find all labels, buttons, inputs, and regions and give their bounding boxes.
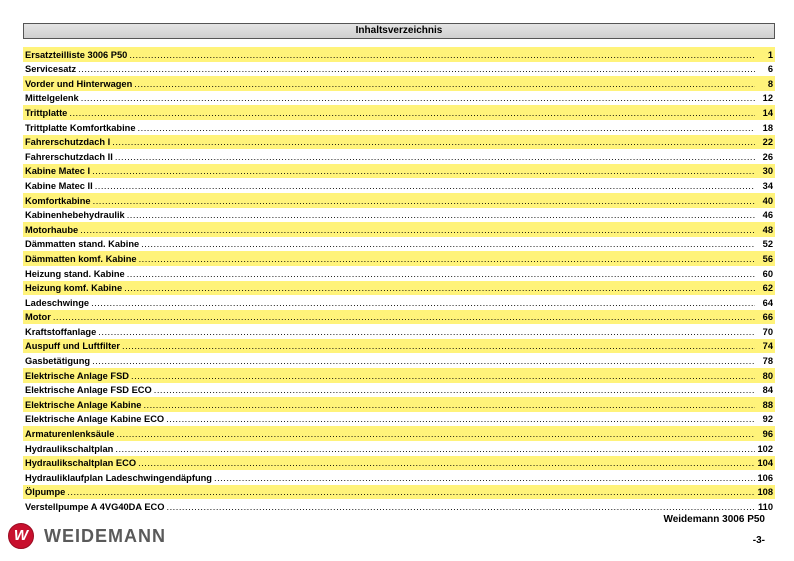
toc-entry[interactable] [23, 470, 775, 485]
toc-entry[interactable] [23, 251, 775, 266]
toc-entry[interactable] [23, 105, 775, 120]
toc-entry-label: Komfortkabine [25, 195, 91, 206]
toc-entry-page: 84 [762, 385, 773, 396]
weidemann-logo-icon: W [8, 523, 34, 549]
toc-leader-dots [92, 354, 755, 368]
toc-entry-label: Motorhaube [25, 224, 79, 235]
toc-entry[interactable] [23, 237, 775, 252]
toc-entry-label: Motor [25, 312, 51, 323]
toc-entry[interactable] [23, 164, 775, 179]
toc-entry-page: 102 [757, 443, 773, 454]
toc-entry-page: 6 [767, 64, 773, 75]
toc-entry-label: Vorder und Hinterwagen [25, 78, 133, 89]
toc-entry[interactable] [23, 91, 775, 106]
toc-entry-page: 64 [762, 297, 773, 308]
toc-entry-label: Mittelgelenk [25, 93, 79, 104]
table-of-contents [23, 47, 775, 514]
toc-entry-page: 12 [762, 93, 773, 104]
toc-leader-dots [129, 48, 755, 62]
toc-leader-dots [81, 91, 755, 105]
toc-leader-dots [127, 267, 755, 281]
toc-leader-dots [91, 296, 755, 310]
toc-entry-label: Kabine Matec II [25, 180, 93, 191]
brand-name: WEIDEMANN [44, 525, 166, 546]
toc-entry-page: 108 [757, 487, 773, 498]
toc-entry-label: Ersatzteilliste 3006 P50 [25, 49, 128, 60]
toc-entry[interactable] [23, 62, 775, 77]
toc-entry[interactable] [23, 149, 775, 164]
toc-entry-label: Hydraulikschaltplan [25, 443, 114, 454]
toc-entry[interactable] [23, 310, 775, 325]
toc-entry-page: 34 [762, 180, 773, 191]
toc-entry[interactable] [23, 412, 775, 427]
toc-entry[interactable] [23, 208, 775, 223]
toc-entry[interactable] [23, 222, 775, 237]
page-title: Inhaltsverzeichnis [23, 23, 775, 39]
toc-entry-page: 30 [762, 166, 773, 177]
toc-entry[interactable] [23, 499, 775, 514]
toc-leader-dots [98, 325, 755, 339]
toc-entry[interactable] [23, 135, 775, 150]
toc-leader-dots [124, 281, 755, 295]
toc-leader-dots [138, 121, 755, 135]
toc-entry-page: 1 [767, 49, 773, 60]
toc-entry-label: Elektrische Anlage Kabine [25, 399, 142, 410]
toc-entry-page: 106 [757, 472, 773, 483]
toc-leader-dots [141, 237, 755, 251]
toc-entry-page: 88 [762, 399, 773, 410]
toc-entry-label: Kraftstoffanlage [25, 326, 97, 337]
toc-entry-label: Heizung komf. Kabine [25, 283, 123, 294]
toc-entry-label: Fahrerschutzdach II [25, 151, 113, 162]
toc-entry-label: Heizung stand. Kabine [25, 268, 125, 279]
toc-entry-page: 96 [762, 429, 773, 440]
toc-leader-dots [214, 471, 755, 485]
toc-entry[interactable] [23, 120, 775, 135]
toc-entry-label: Gasbetätigung [25, 356, 91, 367]
toc-entry-page: 18 [762, 122, 773, 133]
toc-entry[interactable] [23, 324, 775, 339]
brand-logo [8, 522, 166, 550]
toc-leader-dots [115, 150, 755, 164]
toc-entry[interactable] [23, 383, 775, 398]
footer-page-number: -3- [752, 535, 765, 546]
toc-entry-label: Kabine Matec I [25, 166, 91, 177]
toc-entry-page: 26 [762, 151, 773, 162]
toc-entry-label: Trittplatte Komfortkabine [25, 122, 136, 133]
toc-entry[interactable] [23, 353, 775, 368]
toc-leader-dots [112, 135, 755, 149]
toc-leader-dots [167, 500, 756, 514]
toc-entry-label: Dämmatten komf. Kabine [25, 253, 137, 264]
toc-leader-dots [122, 339, 755, 353]
toc-entry-page: 14 [762, 107, 773, 118]
toc-entry[interactable] [23, 295, 775, 310]
toc-entry-label: Elektrische Anlage FSD [25, 370, 130, 381]
toc-leader-dots [78, 62, 755, 76]
toc-entry-page: 22 [762, 137, 773, 148]
toc-entry-label: Armaturenlenksäule [25, 429, 115, 440]
toc-entry-label: Elektrische Anlage FSD ECO [25, 385, 152, 396]
toc-entry-label: Kabinenhebehydraulik [25, 210, 125, 221]
toc-leader-dots [139, 252, 755, 266]
toc-entry[interactable] [23, 339, 775, 354]
toc-entry[interactable] [23, 485, 775, 500]
toc-leader-dots [67, 485, 755, 499]
toc-leader-dots [93, 194, 755, 208]
toc-entry[interactable] [23, 281, 775, 296]
toc-leader-dots [134, 77, 755, 91]
toc-entry-label: Ölpumpe [25, 487, 66, 498]
toc-entry-page: 104 [757, 458, 773, 469]
toc-entry-page: 8 [767, 78, 773, 89]
toc-entry-page: 40 [762, 195, 773, 206]
toc-entry-label: Hydraulikschaltplan ECO [25, 458, 137, 469]
toc-entry-label: Auspuff und Luftfilter [25, 341, 121, 352]
toc-entry-label: Ladeschwinge [25, 297, 90, 308]
toc-entry[interactable] [23, 47, 775, 62]
toc-entry-label: Servicesatz [25, 64, 77, 75]
toc-entry[interactable] [23, 397, 775, 412]
toc-entry-page: 46 [762, 210, 773, 221]
toc-leader-dots [138, 456, 755, 470]
toc-entry-page: 110 [758, 502, 773, 512]
toc-leader-dots [80, 223, 755, 237]
toc-entry[interactable] [23, 266, 775, 281]
toc-entry-page: 70 [762, 326, 773, 337]
toc-entry-label: Dämmatten stand. Kabine [25, 239, 140, 250]
toc-entry[interactable] [23, 426, 775, 441]
toc-entry-label: Trittplatte [25, 107, 68, 118]
toc-entry-page: 66 [762, 312, 773, 323]
toc-entry-page: 48 [762, 224, 773, 235]
toc-entry[interactable] [23, 368, 775, 383]
toc-entry-label: Verstellpumpe A 4VG40DA ECO [25, 502, 165, 512]
toc-leader-dots [143, 398, 755, 412]
toc-entry-label: Hydrauliklaufplan Ladeschwingendäpfung [25, 472, 212, 483]
toc-entry-page: 52 [762, 239, 773, 250]
toc-entry-label: Fahrerschutzdach I [25, 137, 111, 148]
toc-entry-page: 60 [762, 268, 773, 279]
toc-leader-dots [69, 106, 755, 120]
toc-leader-dots [95, 179, 755, 193]
toc-leader-dots [154, 383, 755, 397]
footer-model: Weidemann 3006 P50 [663, 514, 765, 525]
toc-entry-page: 56 [762, 253, 773, 264]
toc-leader-dots [115, 442, 755, 456]
toc-entry-page: 80 [762, 370, 773, 381]
toc-entry[interactable] [23, 76, 775, 91]
toc-entry[interactable] [23, 441, 775, 456]
toc-entry-label: Elektrische Anlage Kabine ECO [25, 414, 165, 425]
toc-entry[interactable] [23, 456, 775, 471]
toc-entry[interactable] [23, 178, 775, 193]
toc-leader-dots [53, 310, 755, 324]
toc-leader-dots [127, 208, 755, 222]
toc-entry-page: 78 [762, 356, 773, 367]
toc-entry-page: 92 [762, 414, 773, 425]
toc-entry-page: 74 [762, 341, 773, 352]
toc-leader-dots [92, 164, 755, 178]
toc-leader-dots [131, 369, 755, 383]
toc-leader-dots [166, 412, 755, 426]
toc-leader-dots [116, 427, 755, 441]
toc-entry-page: 62 [762, 283, 773, 294]
toc-entry[interactable] [23, 193, 775, 208]
